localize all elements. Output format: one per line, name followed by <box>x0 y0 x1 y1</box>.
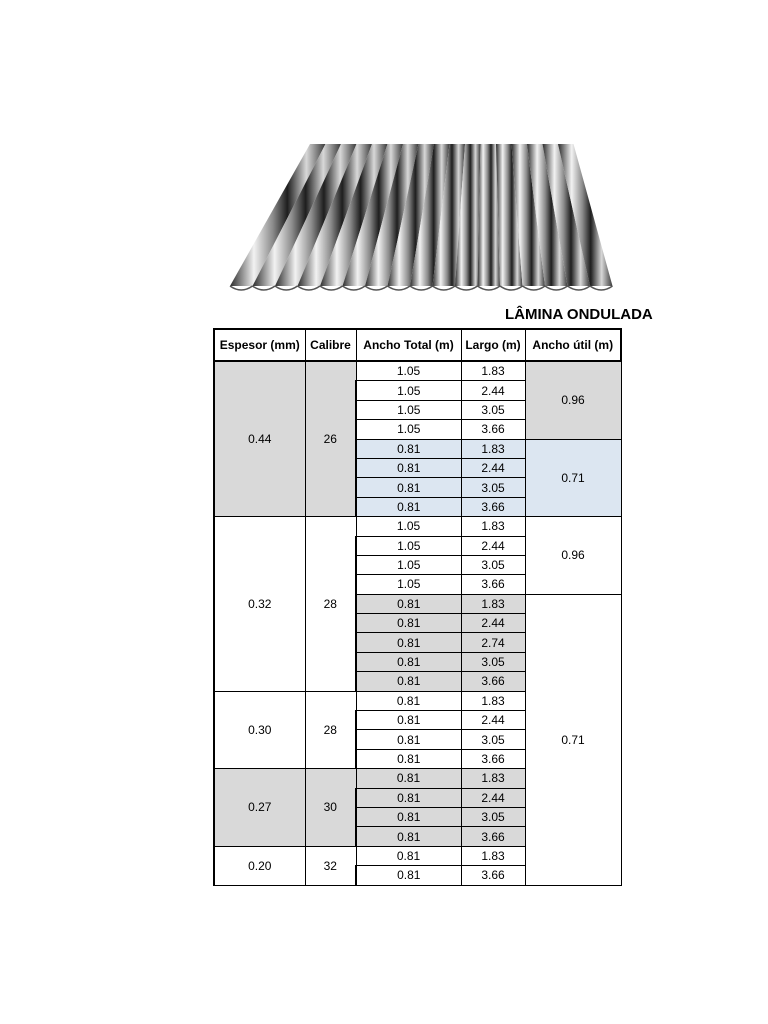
header-calibre: Calibre <box>305 329 356 361</box>
sheet-rib-edge <box>568 286 591 290</box>
sheet-rib-edge <box>455 286 478 290</box>
largo-cell: 3.66 <box>461 672 525 691</box>
largo-cell: 3.66 <box>461 575 525 594</box>
largo-cell: 2.44 <box>461 381 525 400</box>
ancho-total-cell: 0.81 <box>356 807 461 826</box>
sheet-rib-edge <box>478 286 501 290</box>
sheet-rib-edge <box>433 286 456 290</box>
ancho-total-cell: 1.05 <box>356 555 461 574</box>
ancho-total-cell: 0.81 <box>356 614 461 633</box>
ancho-total-cell: 1.05 <box>356 575 461 594</box>
page-title: LÂMINA ONDULADA <box>505 306 653 323</box>
ancho-total-cell: 1.05 <box>356 361 461 381</box>
ancho-total-cell: 0.81 <box>356 497 461 516</box>
ancho-total-cell: 0.81 <box>356 594 461 613</box>
espesor-cell: 0.27 <box>214 769 305 847</box>
largo-cell: 3.66 <box>461 497 525 516</box>
header-ancho-total: Ancho Total (m) <box>356 329 461 361</box>
largo-cell: 1.83 <box>461 691 525 710</box>
calibre-cell: 28 <box>305 517 356 692</box>
sheet-rib-edge <box>298 286 321 290</box>
largo-cell: 3.05 <box>461 652 525 671</box>
largo-cell: 1.83 <box>461 846 525 865</box>
ancho-total-cell: 0.81 <box>356 769 461 788</box>
calibre-cell: 26 <box>305 361 356 517</box>
largo-cell: 3.05 <box>461 555 525 574</box>
sheet-rib-edge <box>590 286 613 290</box>
largo-cell: 3.05 <box>461 730 525 749</box>
largo-cell: 2.44 <box>461 711 525 730</box>
largo-cell: 2.74 <box>461 633 525 652</box>
espesor-cell: 0.30 <box>214 691 305 769</box>
header-row <box>214 329 621 361</box>
largo-cell: 3.66 <box>461 749 525 768</box>
espesor-cell: 0.44 <box>214 361 305 517</box>
largo-cell: 3.05 <box>461 478 525 497</box>
ancho-util-cell: 0.96 <box>525 361 621 439</box>
largo-cell: 1.83 <box>461 439 525 458</box>
ancho-total-cell: 0.81 <box>356 691 461 710</box>
ancho-total-cell: 1.05 <box>356 400 461 419</box>
ancho-util-cell: 0.96 <box>525 517 621 595</box>
ancho-total-cell: 0.81 <box>356 439 461 458</box>
sheet-rib-edge <box>343 286 366 290</box>
sheet-rib-edge <box>500 286 523 290</box>
header-ancho-util: Ancho útil (m) <box>525 329 621 361</box>
ancho-total-cell: 0.81 <box>356 458 461 477</box>
ancho-total-cell: 1.05 <box>356 517 461 536</box>
largo-cell: 1.83 <box>461 361 525 381</box>
table-row <box>214 361 621 381</box>
sheet-rib-edge <box>388 286 411 290</box>
ancho-util-cell: 0.71 <box>525 439 621 517</box>
largo-cell: 3.66 <box>461 866 525 885</box>
sheet-rib-edge <box>320 286 343 290</box>
largo-cell: 3.66 <box>461 827 525 846</box>
ancho-util-cell: 0.71 <box>525 594 621 885</box>
ancho-total-cell: 0.81 <box>356 846 461 865</box>
calibre-cell: 32 <box>305 846 356 885</box>
calibre-cell: 30 <box>305 769 356 847</box>
sheet-rib-edge <box>365 286 388 290</box>
ancho-total-cell: 0.81 <box>356 711 461 730</box>
ancho-total-cell: 1.05 <box>356 536 461 555</box>
ancho-total-cell: 0.81 <box>356 749 461 768</box>
largo-cell: 2.44 <box>461 614 525 633</box>
largo-cell: 2.44 <box>461 536 525 555</box>
ancho-total-cell: 0.81 <box>356 866 461 885</box>
sheet-rib-edge <box>230 286 253 290</box>
largo-cell: 3.66 <box>461 420 525 439</box>
largo-cell: 3.05 <box>461 400 525 419</box>
sheet-rib-edge <box>275 286 298 290</box>
header-espesor: Espesor (mm) <box>214 329 305 361</box>
largo-cell: 1.83 <box>461 769 525 788</box>
ancho-total-cell: 0.81 <box>356 827 461 846</box>
ancho-total-cell: 0.81 <box>356 652 461 671</box>
corrugated-sheet-image <box>222 138 620 298</box>
ancho-total-cell: 0.81 <box>356 672 461 691</box>
ancho-total-cell: 0.81 <box>356 633 461 652</box>
header-largo: Largo (m) <box>461 329 525 361</box>
sheet-rib-edge <box>545 286 568 290</box>
ancho-total-cell: 1.05 <box>356 381 461 400</box>
ancho-total-cell: 0.81 <box>356 730 461 749</box>
espesor-cell: 0.20 <box>214 846 305 885</box>
largo-cell: 2.44 <box>461 458 525 477</box>
ancho-total-cell: 0.81 <box>356 788 461 807</box>
calibre-cell: 28 <box>305 691 356 769</box>
ancho-total-cell: 1.05 <box>356 420 461 439</box>
largo-cell: 3.05 <box>461 807 525 826</box>
sheet-rib-edge <box>523 286 546 290</box>
ancho-total-cell: 0.81 <box>356 478 461 497</box>
largo-cell: 1.83 <box>461 594 525 613</box>
largo-cell: 2.44 <box>461 788 525 807</box>
largo-cell: 1.83 <box>461 517 525 536</box>
espesor-cell: 0.32 <box>214 517 305 692</box>
sheet-rib-edge <box>253 286 276 290</box>
table-row <box>214 517 621 536</box>
sheet-rib-edge <box>410 286 433 290</box>
specs-table <box>213 328 622 886</box>
